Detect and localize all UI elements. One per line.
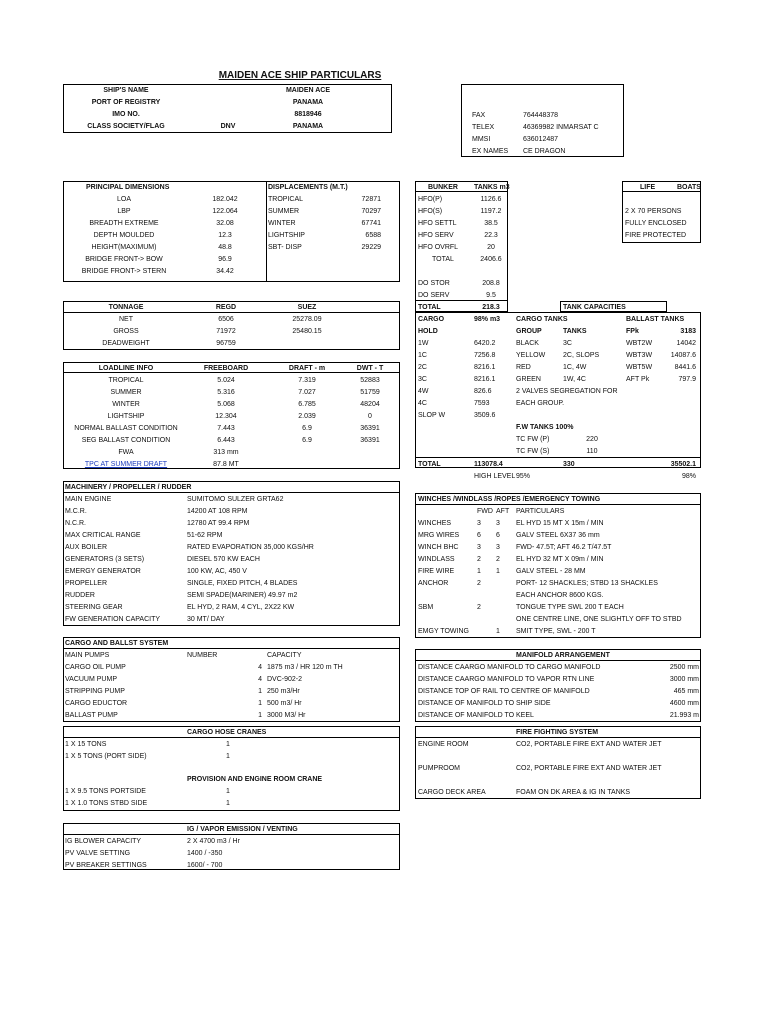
tank-cell: TANKS [563,328,587,335]
bunker-value: 22.3 [484,232,498,239]
winch-sub: FWD [477,508,493,515]
contact-value: 764448378 [523,112,559,119]
bunker-tanks-header: TANKS m3 [474,184,510,191]
manifold-value: 2500 mm [669,664,699,671]
tank-cell: 14087.6 [670,352,696,359]
bunker-value: 1126.6 [480,196,502,203]
winch-cell: 3 [477,520,481,527]
bunker-total-divider [415,300,508,301]
tank-cell: 3C [563,340,572,347]
machinery-value: 100 KW, AC, 450 V [187,568,247,575]
loadline-cell: 313 mm [213,449,239,456]
loadline-cell: 87.8 MT [213,461,239,468]
principal-value: 182.042 [212,196,238,203]
displacement-value: 72871 [361,196,381,203]
loadline-cell: LIGHTSHIP [107,413,145,420]
tank-cell: 6420.2 [474,340,496,347]
winch-sub: PARTICULARS [516,508,565,515]
winch-cell: WINDLASS [418,556,455,563]
bunker-label: TOTAL [432,256,454,263]
loadline-cell: NORMAL BALLAST CONDITION [74,425,178,432]
cargo-label: VACUUM PUMP [65,676,117,683]
principal-label: DEPTH MOULDED [93,232,155,239]
displacement-label: SUMMER [268,208,300,215]
suez-header: SUEZ [297,304,317,311]
life-header: LIFE [640,184,656,191]
tonnage-label: NET [119,316,133,323]
tank-cell: BALLAST TANKS [626,316,685,323]
cargo-number: 1 [258,712,262,719]
tank-cell: 1C [418,352,427,359]
winch-cell: 1 [477,568,481,575]
contact-label: TELEX [472,124,495,131]
manifold-label: DISTANCE OF MANIFOLD TO KEEL [418,712,534,719]
loadline-cell: SEG BALLAST CONDITION [81,437,171,444]
machinery-label: M.C.R. [65,508,87,515]
tank-cell: 4W [418,388,429,395]
manifold-value: 4600 mm [669,700,699,707]
cargo-sub: CAPACITY [267,652,302,659]
loadline-cell: 6.443 [217,437,235,444]
tank-cell: 113078.4 [474,461,503,468]
bunker-value: 1197.2 [480,208,502,215]
winch-cell: ANCHOR [418,580,449,587]
winch-cell: WINCHES [418,520,452,527]
bunker-label: HFO(S) [418,208,443,215]
machinery-label: N.C.R. [65,520,86,527]
loadline-cell: 51759 [360,389,380,396]
bunker-value: 2406.6 [480,256,502,263]
tank-capacities-header: TANK CAPACITIES [563,304,626,311]
ship-value-1: DNV [220,123,236,130]
tank-cell: 8441.6 [674,364,696,371]
regd-value: 71972 [216,328,236,335]
contact-value: 636012487 [523,136,559,143]
tank-cell: BLACK [516,340,539,347]
hose-label: 1 X 5 TONS (PORT SIDE) [65,753,147,760]
winch-cell: 2 [477,580,481,587]
fire-value: CO2, PORTABLE FIRE EXT AND WATER JET [516,741,662,748]
machinery-header: MACHINERY / PROPELLER / RUDDER [65,484,192,491]
loadline-header: DRAFT - m [288,365,326,372]
tank-cell: AFT Pk [626,376,650,383]
bunker-label: HFO SERV [418,232,454,239]
tank-cell: 14042 [676,340,696,347]
ship-value: 8818946 [294,111,322,118]
fire-label: CARGO DECK AREA [418,789,486,796]
cargo-capacity: 1875 m3 / HR 120 m TH [267,664,343,671]
tank-cell: 1C, 4W [563,364,587,371]
fire-header: FIRE FIGHTING SYSTEM [516,729,599,736]
loadline-cell: 36391 [360,425,380,432]
winch-cell: EMGY TOWING [418,628,469,635]
bunker-label: HFO SETTL [418,220,457,227]
tank-cell: WBT5W [626,364,653,371]
loadline-cell: 5.068 [217,401,235,408]
provision-header: PROVISION AND ENGINE ROOM CRANE [187,776,323,783]
tank-cell: 797.9 [678,376,696,383]
manifold-value: 21.993 m [669,712,699,719]
tank-cell: 3509.6 [474,412,496,419]
machinery-label: MAX CRITICAL RANGE [65,532,141,539]
cargo-ballast-header: CARGO AND BALLST SYSTEM [65,640,169,647]
suez-value: 25480.15 [292,328,322,335]
suez-value: 25278.09 [292,316,322,323]
tonnage-label: GROSS [113,328,139,335]
tank-cell: GREEN [516,376,541,383]
provision-label: 1 X 1.0 TONS STBD SIDE [65,800,148,807]
machinery-label: STEERING GEAR [65,604,123,611]
tank-cell: 7593 [474,400,490,407]
loadline-header: LOADLINE INFO [98,365,154,372]
cargo-number: 1 [258,688,262,695]
tank-cell: 7256.8 [474,352,496,359]
boats-header: BOATS [677,184,701,191]
provision-label: 1 X 9.5 TONS PORTSIDE [65,788,146,795]
tank-cell: YELLOW [516,352,546,359]
contact-label: EX NAMES [472,148,509,155]
loadline-header: DWT - T [356,365,384,372]
principal-label: BRIDGE FRONT-> BOW [85,256,163,263]
displacements-header: DISPLACEMENTS (M.T.) [268,184,348,191]
manifold-label: DISTANCE OF MANIFOLD TO SHIP SIDE [418,700,551,707]
regd-header: REGD [215,304,237,311]
machinery-label: FW GENERATION CAPACITY [65,616,161,623]
tank-cell: 826.6 [474,388,492,395]
fire-label: PUMPROOM [418,765,460,772]
principal-label: LOA [116,196,131,203]
ship-label: IMO NO. [112,111,140,118]
ship-label: SHIP'S NAME [103,87,149,94]
ig-value: 1400 / -350 [187,850,223,857]
cargo-number: 1 [258,700,262,707]
winch-cell: FWD- 47.5T; AFT 46.2 T/47.5T [516,544,612,551]
machinery-value: SUMITOMO SULZER GRTA62 [187,496,284,503]
loadline-cell: TROPICAL [108,377,144,384]
manifold-value: 3000 mm [669,676,699,683]
do-label: DO STOR [418,280,450,287]
winch-cell: FIRE WIRE [418,568,455,575]
loadline-cell: 5.024 [217,377,235,384]
tpc-link[interactable]: TPC AT SUMMER DRAFT [84,461,168,468]
tank-cell: 2C, SLOPS [563,352,600,359]
tank-cell: 35502.1 [670,461,696,468]
contact-label: MMSI [472,136,491,143]
tank-cell: EACH GROUP. [516,400,565,407]
loadline-cell: 36391 [360,437,380,444]
winch-cell: 1 [496,628,500,635]
ship-value: MAIDEN ACE [285,87,331,94]
winch-cell: 6 [496,532,500,539]
winches-header: WINCHES /WINDLASS /ROPES /EMERGENCY TOWING [418,496,601,503]
displacement-value: 29229 [361,244,381,251]
bunker-value: 20 [487,244,495,251]
cargo-number: 4 [258,664,262,671]
loadline-cell: FWA [118,449,134,456]
machinery-label: GENERATORS (3 SETS) [65,556,145,563]
displacement-label: LIGHTSHIP [268,232,305,239]
tank-cell: WBT2W [626,340,653,347]
principal-label: BREADTH EXTREME [89,220,159,227]
tank-cell: RED [516,364,531,371]
winch-cell: 3 [496,520,500,527]
provision-value: 1 [226,788,230,795]
loadline-cell: 12.304 [215,413,237,420]
manifold-header: MANIFOLD ARRANGEMENT [516,652,610,659]
hose-value: 1 [226,753,230,760]
loadline-cell: 52883 [360,377,380,384]
cargo-capacity: 3000 M3/ Hr [267,712,306,719]
machinery-value: 12780 AT 99.4 RPM [187,520,250,527]
fw-value: 110 [586,448,598,455]
principal-value: 96.9 [218,256,232,263]
ig-value: 1600/ - 700 [187,862,223,869]
machinery-label: AUX BOILER [65,544,108,551]
winch-cell: 2 [477,604,481,611]
tank-cell: 1W, 4C [563,376,586,383]
loadline-cell: 5.316 [217,389,235,396]
fire-value: FOAM ON DK AREA & IG IN TANKS [516,789,631,796]
machinery-label: EMERGY GENERATOR [65,568,141,575]
ship-value: PANAMA [292,99,324,106]
loadline-cell: SUMMER [110,389,142,396]
machinery-value: DIESEL 570 KW EACH [187,556,260,563]
regd-value: 6506 [218,316,234,323]
displacement-label: SBT- DISP [268,244,302,251]
tank-cell: 2C [418,364,427,371]
cargo-sub: MAIN PUMPS [65,652,110,659]
tank-cell: 4C [418,400,427,407]
cargo-capacity: DVC-902-2 [267,676,303,683]
hose-value: 1 [226,741,230,748]
tank-cell: HOLD [418,328,438,335]
tank-cell: 2 VALVES SEGREGATION FOR [516,388,618,395]
tonnage-header: TONNAGE [108,304,144,311]
displacement-value: 70297 [361,208,381,215]
machinery-value: RATED EVAPORATION 35,000 KGS/HR [187,544,314,551]
tank-cell: WBT3W [626,352,653,359]
principal-label: LBP [117,208,131,215]
cargo-sub: NUMBER [187,652,218,659]
principal-dimensions-header: PRINCIPAL DIMENSIONS [86,184,170,191]
tank-cell: HIGH LEVEL [474,473,516,480]
displacement-value: 6588 [365,232,381,239]
winch-cell: EL HYD 32 MT X 09m / MIN [516,556,604,563]
principal-value: 34.42 [216,268,234,275]
cargo-label: CARGO EDUCTOR [65,700,128,707]
principal-value: 12.3 [218,232,232,239]
tank-cell: CARGO [418,316,445,323]
winch-cell: 6 [477,532,481,539]
tank-cell: SLOP W [418,412,446,419]
winch-cell: 1 [496,568,500,575]
winch-cell: WINCH BHC [418,544,459,551]
bunker-value: 38.5 [484,220,498,227]
tank-cell: 3183 [680,328,696,335]
bunker-label: HFO OVRFL [418,244,459,251]
loadline-cell: 7.443 [217,425,235,432]
winch-cell: 3 [477,544,481,551]
tank-cell: 98% m3 [474,316,501,323]
life-row: FULLY ENCLOSED [625,220,687,227]
ig-header: IG / VAPOR EMISSION / VENTING [187,826,298,833]
machinery-value: SEMI SPADE(MARINER) 49.97 m2 [187,592,298,599]
ship-label: PORT OF REGISTRY [91,99,161,106]
provision-value: 1 [226,800,230,807]
contact-label: FAX [472,112,486,119]
regd-value: 96759 [216,340,236,347]
machinery-label: MAIN ENGINE [65,496,112,503]
fire-value: CO2, PORTABLE FIRE EXT AND WATER JET [516,765,662,772]
winch-sub: AFT [496,508,510,515]
fw-value: 220 [586,436,598,443]
principal-value: 32.08 [216,220,234,227]
tank-cell: GROUP [516,328,542,335]
ig-label: PV VALVE SETTING [65,850,131,857]
winch-cell: 2 [477,556,481,563]
cargo-capacity: 250 m3/Hr [267,688,300,695]
principal-value: 48.8 [218,244,232,251]
principal-label: HEIGHT(MAXIMUM) [91,244,157,251]
machinery-value: 30 MT/ DAY [187,616,225,623]
loadline-cell: 7.027 [298,389,316,396]
tank-cell: 95% [516,473,531,480]
do-value: 9.5 [486,292,496,299]
tank-cell: TOTAL [418,461,441,468]
ship-label: CLASS SOCIETY/FLAG [87,123,165,130]
fire-label: ENGINE ROOM [418,741,469,748]
displacement-label: WINTER [268,220,296,227]
cargo-label: BALLAST PUMP [65,712,118,719]
loadline-cell: 6.9 [302,437,312,444]
machinery-value: 14200 AT 108 RPM [187,508,248,515]
loadline-header: FREEBOARD [203,365,249,372]
fw-label: TC FW (S) [516,448,550,455]
machinery-label: RUDDER [65,592,95,599]
machinery-value: EL HYD, 2 RAM, 4 CYL, 2X22 KW [187,604,295,611]
machinery-value: 51-62 RPM [187,532,223,539]
cargo-capacity: 500 m3/ Hr [267,700,302,707]
manifold-value: 465 mm [673,688,699,695]
winch-cell: SBM [418,604,434,611]
tank-cell: 3C [418,376,427,383]
cargo-label: STRIPPING PUMP [65,688,125,695]
loadline-cell: 2.039 [298,413,316,420]
do-value: 208.8 [482,280,500,287]
tank-cell: CARGO TANKS [516,316,568,323]
manifold-label: DISTANCE CAARGO MANIFOLD TO CARGO MANIFOLD [418,664,601,671]
manifold-label: DISTANCE TOP OF RAIL TO CENTRE OF MANIFOLD [418,688,590,695]
contact-value: CE DRAGON [523,148,566,155]
fw-tanks-header: F.W TANKS 100% [516,424,574,431]
life-row: FIRE PROTECTED [625,232,687,239]
cargo-number: 4 [258,676,262,683]
life-row: 2 X 70 PERSONS [625,208,682,215]
contact-value: 46369982 INMARSAT C [523,124,599,131]
tank-cell: FPk [626,328,639,335]
winch-cell: GALV STEEL 6X37 36 mm [516,532,600,539]
principal-value: 122.064 [212,208,238,215]
winch-cell: 3 [496,544,500,551]
machinery-label: PROPELLER [65,580,108,587]
ig-label: PV BREAKER SETTINGS [65,862,147,869]
do-label: TOTAL [418,304,441,311]
do-value: 218.3 [482,304,500,311]
loadline-cell: 6.9 [302,425,312,432]
tank-cell: 8216.1 [474,364,496,371]
fw-label: TC FW (P) [516,436,550,443]
winch-cell: TONGUE TYPE SWL 200 T EACH [516,604,624,611]
displacement-label: TROPICAL [268,196,304,203]
tank-cell: 1W [418,340,429,347]
page-title: MAIDEN ACE SHIP PARTICULARS [218,70,382,81]
tank-cell: 8216.1 [474,376,496,383]
tank-cell: 330 [563,461,575,468]
cargo-label: CARGO OIL PUMP [65,664,126,671]
machinery-value: SINGLE, FIXED PITCH, 4 BLADES [187,580,298,587]
tonnage-label: DEADWEIGHT [102,340,150,347]
loadline-cell: 6.785 [298,401,316,408]
displacement-value: 67741 [361,220,381,227]
bunker-label: HFO(P) [418,196,443,203]
winch-cell: EACH ANCHOR 8600 KGS. [516,592,604,599]
hose-header: CARGO HOSE CRANES [187,729,267,736]
ig-value: 2 X 4700 m3 / Hr [187,838,240,845]
manifold-label: DISTANCE CAARGO MANIFOLD TO VAPOR RTN LINE [418,676,595,683]
winch-cell: SMIT TYPE, SWL - 200 T [516,628,596,635]
loadline-cell: WINTER [112,401,140,408]
winch-cell: MRG WIRES [418,532,460,539]
loadline-cell: 0 [368,413,372,420]
hose-label: 1 X 15 TONS [65,741,107,748]
ig-label: IG BLOWER CAPACITY [65,838,142,845]
winch-cell: EL HYD 15 MT X 15m / MIN [516,520,604,527]
ship-value: PANAMA [292,123,324,130]
winch-cell: GALV STEEL - 28 MM [516,568,586,575]
winch-cell: PORT- 12 SHACKLES; STBD 13 SHACKLES [516,580,658,587]
winch-cell: ONE CENTRE LINE, ONE SLIGHTLY OFF TO STBD [516,616,682,623]
loadline-cell: 48204 [360,401,380,408]
winch-cell: 2 [496,556,500,563]
tank-cell: 98% [681,473,696,480]
principal-label: BRIDGE FRONT-> STERN [81,268,167,275]
bunker-header: BUNKER [428,184,458,191]
do-label: DO SERV [418,292,450,299]
loadline-cell: 7.319 [298,377,316,384]
